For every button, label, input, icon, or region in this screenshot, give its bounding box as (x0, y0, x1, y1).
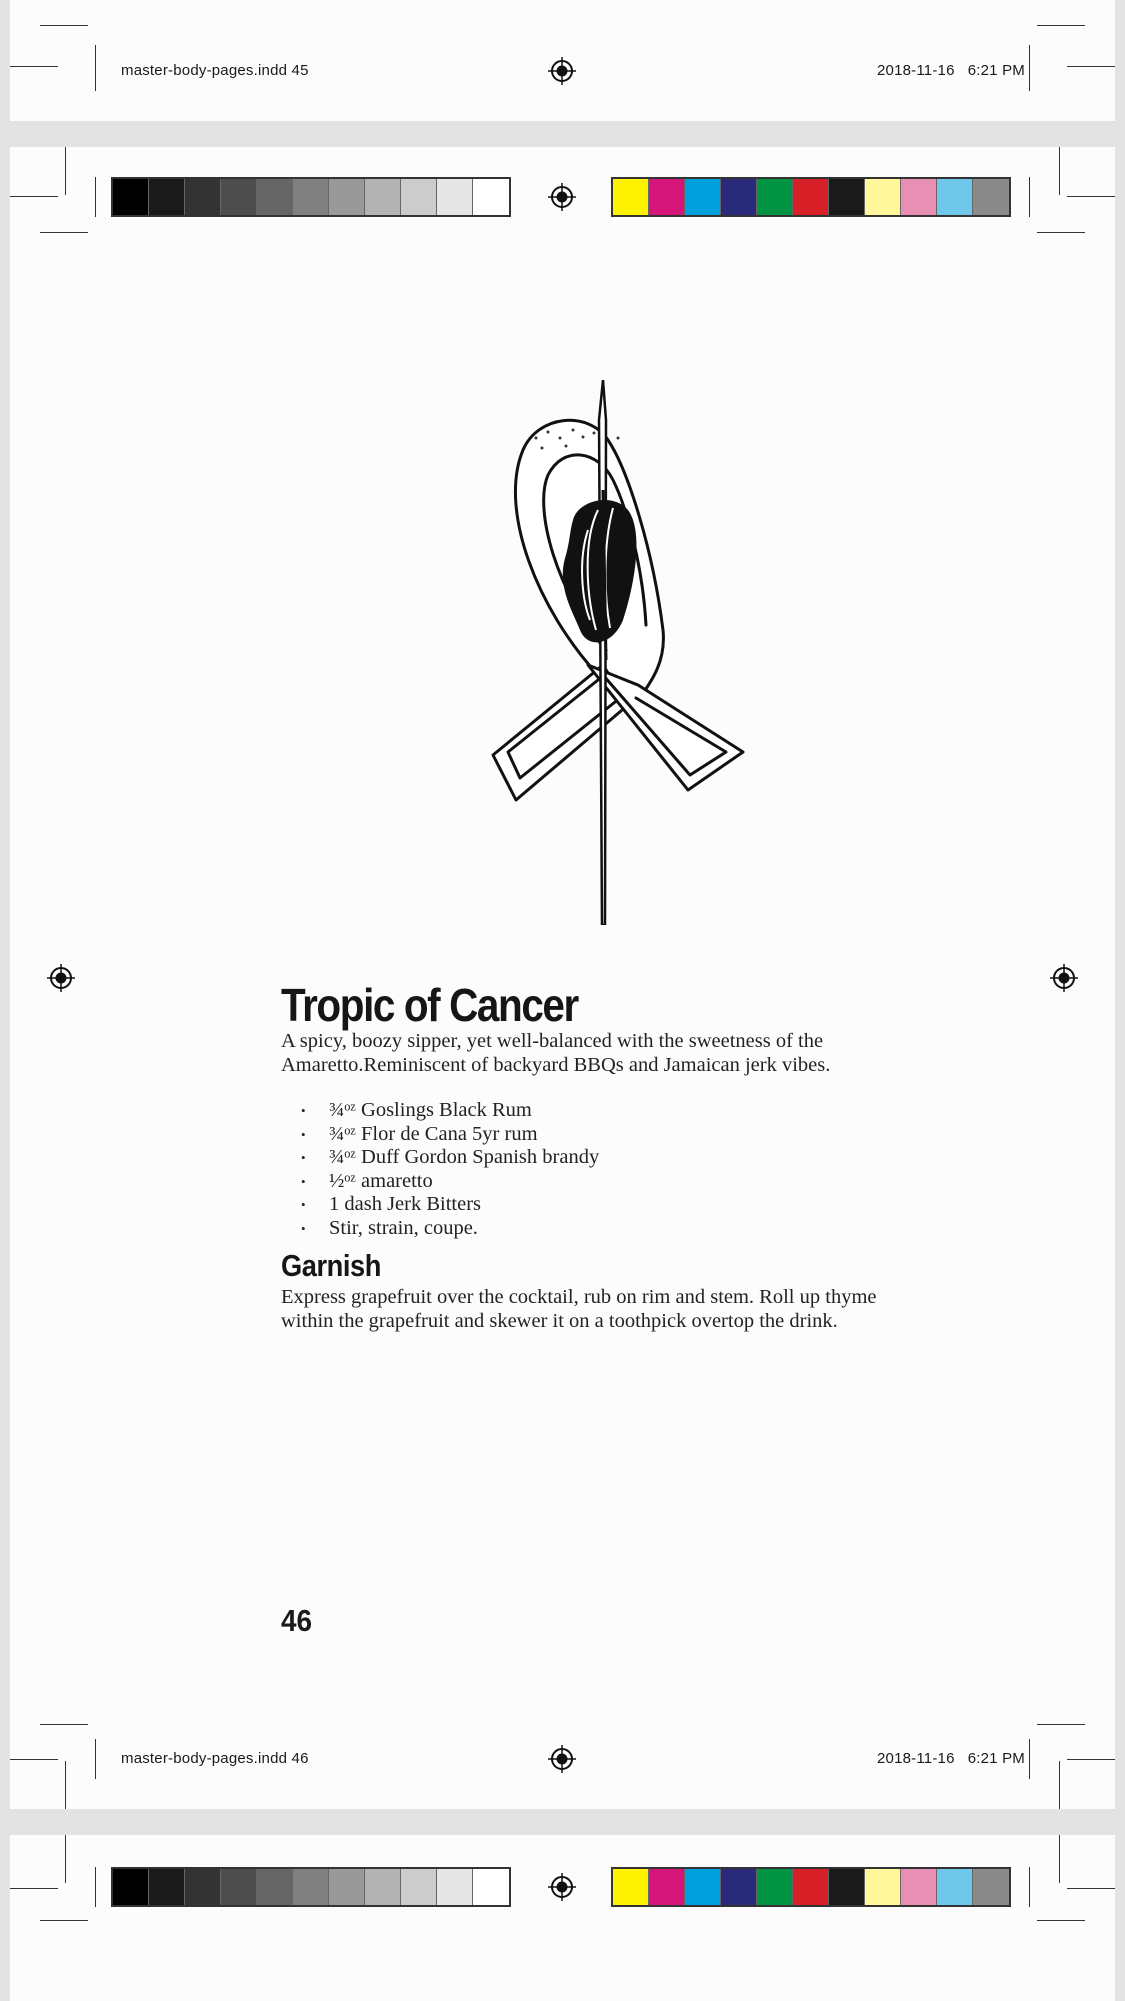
color-swatch (649, 1869, 685, 1905)
crop-mark (10, 196, 58, 197)
crop-mark (10, 1759, 58, 1760)
color-swatch (901, 179, 937, 215)
color-swatch (257, 179, 293, 215)
color-swatch (293, 1869, 329, 1905)
color-swatch (329, 179, 365, 215)
slug-file-label: master-body-pages.indd 45 (121, 62, 309, 79)
crop-mark (95, 1867, 96, 1907)
crop-mark (40, 232, 88, 233)
color-swatch (829, 179, 865, 215)
color-swatch (613, 179, 649, 215)
color-swatch (365, 179, 401, 215)
color-swatch (937, 179, 973, 215)
slug-file-label: master-body-pages.indd 46 (121, 1750, 309, 1767)
crop-mark (1067, 1888, 1115, 1889)
color-swatch (437, 1869, 473, 1905)
color-swatch (829, 1869, 865, 1905)
ingredient-item: • 1 dash Jerk Bitters (283, 1193, 599, 1217)
gray-color-bar (111, 1867, 511, 1907)
crop-mark (1029, 177, 1030, 217)
crop-mark (1029, 1739, 1030, 1779)
previous-page-sheet (10, 0, 1115, 121)
crop-mark (65, 147, 66, 195)
color-swatch (721, 1869, 757, 1905)
crop-mark (1059, 147, 1060, 195)
color-swatch (685, 1869, 721, 1905)
crop-mark (95, 177, 96, 217)
color-swatch (365, 1869, 401, 1905)
color-swatch (901, 1869, 937, 1905)
crop-mark (1029, 1867, 1030, 1907)
color-swatch (149, 179, 185, 215)
color-swatch (685, 179, 721, 215)
crop-mark (1059, 1761, 1060, 1809)
crop-mark (1029, 45, 1030, 91)
crop-mark (95, 1739, 96, 1779)
color-swatch (185, 179, 221, 215)
color-swatch (473, 179, 509, 215)
process-color-bar (611, 177, 1011, 217)
color-swatch (329, 1869, 365, 1905)
color-swatch (793, 1869, 829, 1905)
color-swatch (649, 179, 685, 215)
crop-mark (10, 66, 58, 67)
color-swatch (257, 1869, 293, 1905)
color-swatch (973, 179, 1009, 215)
slug-datetime-label: 2018-11-16 6:21 PM (877, 62, 1025, 79)
registration-mark-icon (45, 962, 77, 994)
crop-mark (10, 1888, 58, 1889)
crop-mark (1067, 66, 1115, 67)
color-swatch (613, 1869, 649, 1905)
color-swatch (721, 179, 757, 215)
crop-mark (40, 25, 88, 26)
color-swatch (113, 1869, 149, 1905)
color-swatch (221, 179, 257, 215)
process-color-bar (611, 1867, 1011, 1907)
garnish-instructions: Express grapefruit over the cocktail, rub on rim and stem. Roll up thyme within the grapefruit and skewer it on a toothpick overtop the drink. (281, 1286, 877, 1332)
page-number: 46 (281, 1603, 313, 1638)
garnish-heading: Garnish (281, 1248, 382, 1283)
color-swatch (113, 179, 149, 215)
ribbon-garnish-illustration (478, 380, 758, 925)
color-swatch (757, 179, 793, 215)
color-swatch (401, 179, 437, 215)
ingredient-list (283, 1099, 599, 1240)
registration-mark-icon (1048, 962, 1080, 994)
ingredient-item: • Stir, strain, coupe. (283, 1217, 599, 1241)
color-swatch (149, 1869, 185, 1905)
color-swatch (793, 179, 829, 215)
recipe-description: A spicy, boozy sipper, yet well-balanced with the sweetness of the Amaretto.Reminiscent of backyard BBQs and Jamaican jerk vibes. (281, 1030, 831, 1076)
ingredient-item: • ¾ᵒᶻ Goslings Black Rum (283, 1099, 599, 1123)
ingredient-item: • ½ᵒᶻ amaretto (283, 1170, 599, 1194)
crop-mark (1037, 25, 1085, 26)
crop-mark (1037, 1724, 1085, 1725)
color-swatch (437, 179, 473, 215)
crop-mark (95, 45, 96, 91)
color-swatch (401, 1869, 437, 1905)
color-swatch (185, 1869, 221, 1905)
crop-mark (1067, 196, 1115, 197)
registration-mark-icon (546, 1871, 578, 1903)
crop-mark (65, 1835, 66, 1883)
crop-mark (1037, 1920, 1085, 1921)
crop-mark (65, 1761, 66, 1809)
crop-mark (40, 1724, 88, 1725)
registration-mark-icon (546, 1743, 578, 1775)
color-swatch (865, 179, 901, 215)
crop-mark (1059, 1835, 1060, 1883)
crop-mark (1037, 232, 1085, 233)
recipe-title: Tropic of Cancer (281, 979, 578, 1031)
color-swatch (757, 1869, 793, 1905)
crop-mark (40, 1920, 88, 1921)
ingredient-item: • ¾ᵒᶻ Duff Gordon Spanish brandy (283, 1146, 599, 1170)
ingredient-item: • ¾ᵒᶻ Flor de Cana 5yr rum (283, 1123, 599, 1147)
next-page-sheet (10, 1835, 1115, 2001)
color-swatch (973, 1869, 1009, 1905)
crop-mark (1067, 1759, 1115, 1760)
color-swatch (865, 1869, 901, 1905)
registration-mark-icon (546, 181, 578, 213)
slug-datetime-label: 2018-11-16 6:21 PM (877, 1750, 1025, 1767)
color-swatch (293, 179, 329, 215)
registration-mark-icon (546, 55, 578, 87)
gray-color-bar (111, 177, 511, 217)
color-swatch (473, 1869, 509, 1905)
color-swatch (221, 1869, 257, 1905)
color-swatch (937, 1869, 973, 1905)
